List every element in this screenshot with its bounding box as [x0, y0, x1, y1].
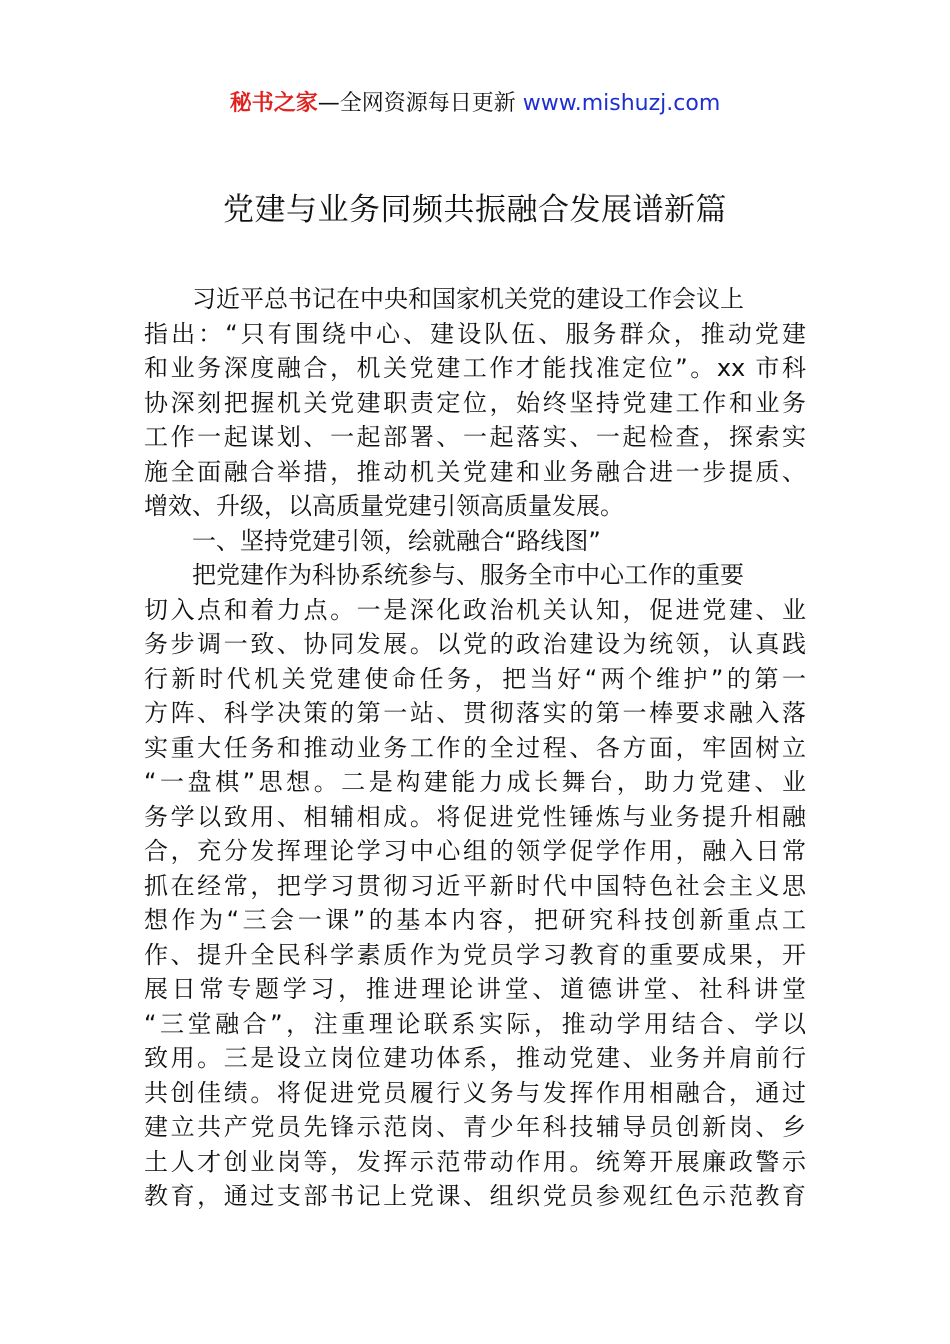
paragraph-line: 教育，通过支部书记上党课、组织党员参观红色示范教育: [144, 1182, 806, 1210]
paragraph-line: 工作一起谋划、一起部署、一起落实、一起检查，探索实: [144, 423, 806, 451]
site-tagline: —全网资源每日更新: [317, 91, 523, 116]
paragraph-line: 合，充分发挥理论学习中心组的领学促学作用，融入日常: [144, 837, 806, 865]
paragraph-line: 展日常专题学习，推进理论讲堂、道德讲堂、社科讲堂: [144, 975, 806, 1003]
paragraph-line: 建立共产党员先锋示范岗、青少年科技辅导员创新岗、乡: [144, 1113, 806, 1141]
paragraph-line: 土人才创业岗等，发挥示范带动作用。统筹开展廉政警示: [144, 1147, 806, 1176]
paragraph-line: “三堂融合”，注重理论联系实际，推动学用结合、学以: [144, 1009, 806, 1038]
paragraph-line: 务步调一致、协同发展。以党的政治建设为统领，认真践: [144, 630, 806, 658]
document-body: [144, 282, 806, 1214]
paragraph-line: 增效、升级，以高质量党建引领高质量发展。: [144, 492, 624, 520]
site-header: [0, 88, 950, 120]
paragraph-line: 习近平总书记在中央和国家机关党的建设工作会议上: [192, 285, 744, 313]
paragraph-line: 想作为“三会一课”的基本内容，把研究科技创新重点工: [144, 906, 806, 934]
paragraph-line: 实重大任务和推动业务工作的全过程、各方面，牢固树立: [144, 733, 806, 762]
paragraph-line: 行新时代机关党建使命任务，把当好“两个维护”的第一: [144, 664, 806, 693]
paragraph-line: 指出：“只有围绕中心、建设队伍、服务群众，推动党建: [144, 319, 806, 348]
section-heading: 一、坚持党建引领，绘就融合“路线图”: [192, 526, 601, 555]
site-url-link[interactable]: www.mishuzj.com: [522, 91, 721, 116]
paragraph-line: “一盘棋”思想。二是构建能力成长舞台，助力党建、业: [144, 768, 806, 796]
paragraph-line: 作、提升全民科学素质作为党员学习教育的重要成果，开: [144, 940, 806, 969]
paragraph-line: 把党建作为科协系统参与、服务全市中心工作的重要: [192, 561, 744, 589]
paragraph-line: 方阵、科学决策的第一站、贯彻落实的第一棒要求融入落: [144, 699, 806, 727]
paragraph-line: 和业务深度融合，机关党建工作才能找准定位”。xx 市科: [144, 354, 806, 382]
paragraph-line: 切入点和着力点。一是深化政治机关认知，促进党建、业: [144, 595, 806, 624]
paragraph-line: 致用。三是设立岗位建功体系，推动党建、业务并肩前行: [144, 1044, 806, 1072]
paragraph-line: 协深刻把握机关党建职责定位，始终坚持党建工作和业务: [144, 388, 806, 417]
paragraph-line: 共创佳绩。将促进党员履行义务与发挥作用相融合，通过: [144, 1078, 806, 1107]
site-brand: 秘书之家: [229, 91, 318, 116]
document-title: 党建与业务同频共振融合发展谱新篇: [223, 192, 727, 228]
paragraph-line: 抓在经常，把学习贯彻习近平新时代中国特色社会主义思: [144, 871, 806, 900]
paragraph-line: 施全面融合举措，推动机关党建和业务融合进一步提质、: [144, 457, 806, 486]
paragraph-line: 务学以致用、相辅相成。将促进党性锤炼与业务提升相融: [144, 802, 806, 831]
